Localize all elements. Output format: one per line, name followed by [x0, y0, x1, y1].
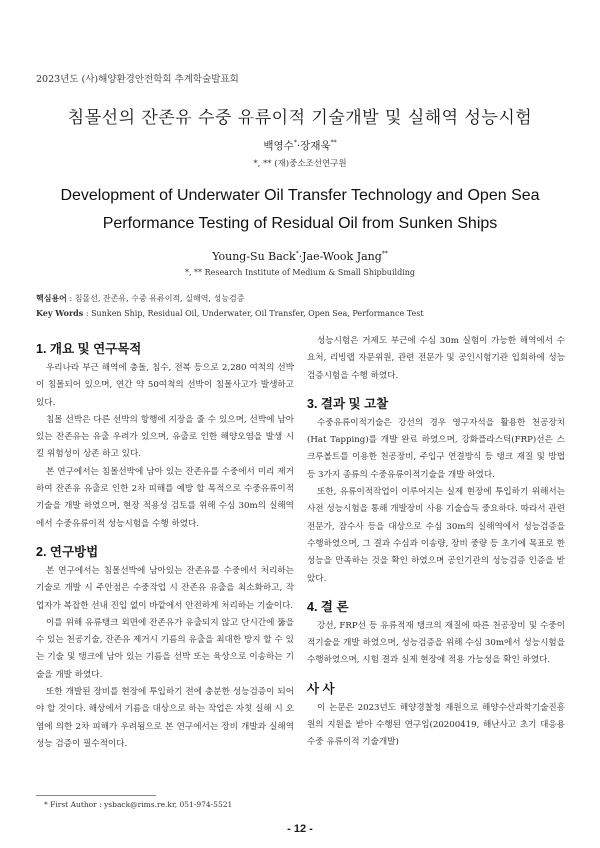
author-name: Young-Su Back: [212, 250, 296, 263]
paragraph: 강선, FRP선 등 유류적재 탱크의 재질에 따른 천공장비 및 수중이적기술을 개발 하였으며, 성능검증을 위해 수심 30m에서 성능시험을 수행하였으며, 시험 결과 실제 현장에 적용 가능성을 확인 하였다.: [307, 620, 565, 666]
paragraph: 수중유류이적기술은 강선의 경우 영구자석을 활용한 천공장치(Hat Tapping)를 개발 완료 하였으며, 강화플라스틱(FRP)선은 스크루볼트를 이용한 천공장비, 주입구 연결방식 등 탱크 재질 및 방법 등 3가지 종류의 수중유류이적기술을 개발 하였다.: [307, 417, 565, 480]
paragraph: 침몰 선박은 다른 선박의 항행에 지장을 줄 수 있으며, 선박에 남아 있는 잔존유는 유출 우려가 있으며, 유출로 인한 해양오염을 발생 시킬 위험성이 상존 하고 있다.: [36, 414, 294, 460]
author-mark: *: [293, 139, 297, 147]
page-number: - 12 -: [287, 823, 313, 835]
paragraph: 또한, 유류이적작업이 이루어지는 실제 현장에 투입하기 위해서는 사전 성능시험을 통해 개발장비 사용 기술습득 중요하다. 따라서 관련 전문가, 잠수사 등을 대상으로 수심 30m의 실해역에서 성능검증을 수행하였으며, 그 결과 수심과 이송량, 장비 중량 등 초기에 목표로 한 성능을 만족하는 것을 확인 하였으며 공인기관의 성능검증 인증을 받았다.: [307, 487, 565, 584]
paragraph: 성능시험은 거제도 부근에 수심 30m 실험이 가능한 해역에서 수요처, 리빙랩 자문위원, 관련 전문가 및 공인시험기관 입회하에 성능검증시험을 수행 하였다.: [307, 336, 565, 381]
author-mark: **: [381, 250, 388, 258]
footnote-rule: [36, 795, 156, 796]
paper-title-english: [40, 182, 560, 238]
paragraph: 또한 개발된 장비를 현장에 투입하기 전에 충분한 성능검증이 되어야 할 것이다. 해상에서 기름을 대상으로 하는 작업은 자칫 실해 시 오염에 의한 2차 피해가 우려됨으로 본 연구에서는 장비 개발과 실해역 성능 검증이 필수적이다.: [36, 687, 294, 749]
keywords-english: [36, 308, 424, 318]
authors-english: [0, 250, 600, 263]
paper-title-korean: 침몰선의 잔존유 수중 유류이적 기술개발 및 실해역 성능시험: [67, 108, 533, 128]
section-heading: 3. 결과 및 고찰: [307, 396, 389, 411]
author-name: 백영수: [263, 140, 294, 152]
keywords-text: : Sunken Ship, Residual Oil, Underwater, Oil Transfer, Open Sea, Performance Test: [85, 309, 424, 318]
author-name: Jae-Wook Jang: [302, 250, 382, 263]
paragraph: 본 연구에서는 침몰선박에 남아있는 잔존유를 수중에서 처리하는 기술로 개발 시 주안점은 수중작업 시 잔존유 유출을 최소화하고, 작업자가 복잡한 선내 진입 없이 바깥에서 안전하게 처리하는 기술이다.: [36, 565, 294, 611]
title-line: Development of Underwater Oil Transfer Technology and Open Sea: [60, 187, 540, 204]
paragraph: 우리나라 부근 해역에 충돌, 침수, 전복 등으로 2,280 여척의 선박이 침몰되어 있으며, 연간 약 50여척의 선박이 침몰사고가 발생하고 있다.: [36, 363, 294, 408]
section-heading: 4. 결 론: [307, 599, 349, 614]
paragraph: 이 논문은 2023년도 해양경찰청 재원으로 해양수산과학기술진흥원의 지원을 받아 수행된 연구임(20200419, 해난사고 초기 대응용 수중 유류이적 기술개발): [307, 702, 565, 748]
keywords-label: Key Words: [36, 308, 84, 318]
footnote: * First Author : ysback@rims.re.kr, 051-974-5521: [44, 800, 233, 809]
section-heading: 1. 개요 및 연구목적: [36, 342, 142, 356]
author-name: 장재욱: [300, 140, 331, 152]
section-heading: 사 사: [307, 681, 335, 696]
section-heading: 2. 연구방법: [36, 544, 99, 559]
title-line: Performance Testing of Residual Oil from Sunken Ships: [102, 215, 498, 232]
affiliation-korean: *, ** (재)중소조선연구원: [253, 159, 347, 169]
keywords-label: 핵심용어: [36, 293, 67, 303]
conference-header: 2023년도 (사)해양환경안전학회 추계학술발표회: [36, 74, 239, 85]
keywords-korean: [36, 293, 244, 304]
author-separator: ·: [296, 140, 301, 152]
keywords-text: : 침몰선, 잔존유, 수중 유류이적, 실해역, 성능검증: [69, 294, 245, 303]
author-mark: **: [330, 139, 337, 147]
affiliation-english: *, ** Research Institute of Medium & Small Shipbuilding: [184, 268, 416, 277]
left-column: [36, 340, 294, 753]
paragraph: 이를 위해 유류탱크 외면에 잔존유가 유출되지 않고 단시간에 뚫을 수 있는 천공기술, 잔존유 제거시 기름의 유출을 최대한 방지 할 수 있는 기술 및 탱크에 남아 있는 기름을 선박 또는 육상으로 이송하는 기술을 개발 하였다.: [36, 617, 294, 680]
author-separator: ·: [298, 250, 303, 263]
paragraph: 본 연구에서는 침몰선박에 남아 있는 잔존유를 수중에서 미리 제거하여 잔존유 유출로 인한 2차 피해를 예방 할 목적으로 수중유류이적기술을 개발 하였으며, 현장 적용성 검토를 위해 수심 30m의 실해역에서 수중유류이적 성능시험을 수행 하였다.: [36, 466, 294, 529]
authors-korean: [0, 138, 600, 153]
right-column: [307, 333, 565, 752]
author-mark: *: [295, 250, 299, 258]
